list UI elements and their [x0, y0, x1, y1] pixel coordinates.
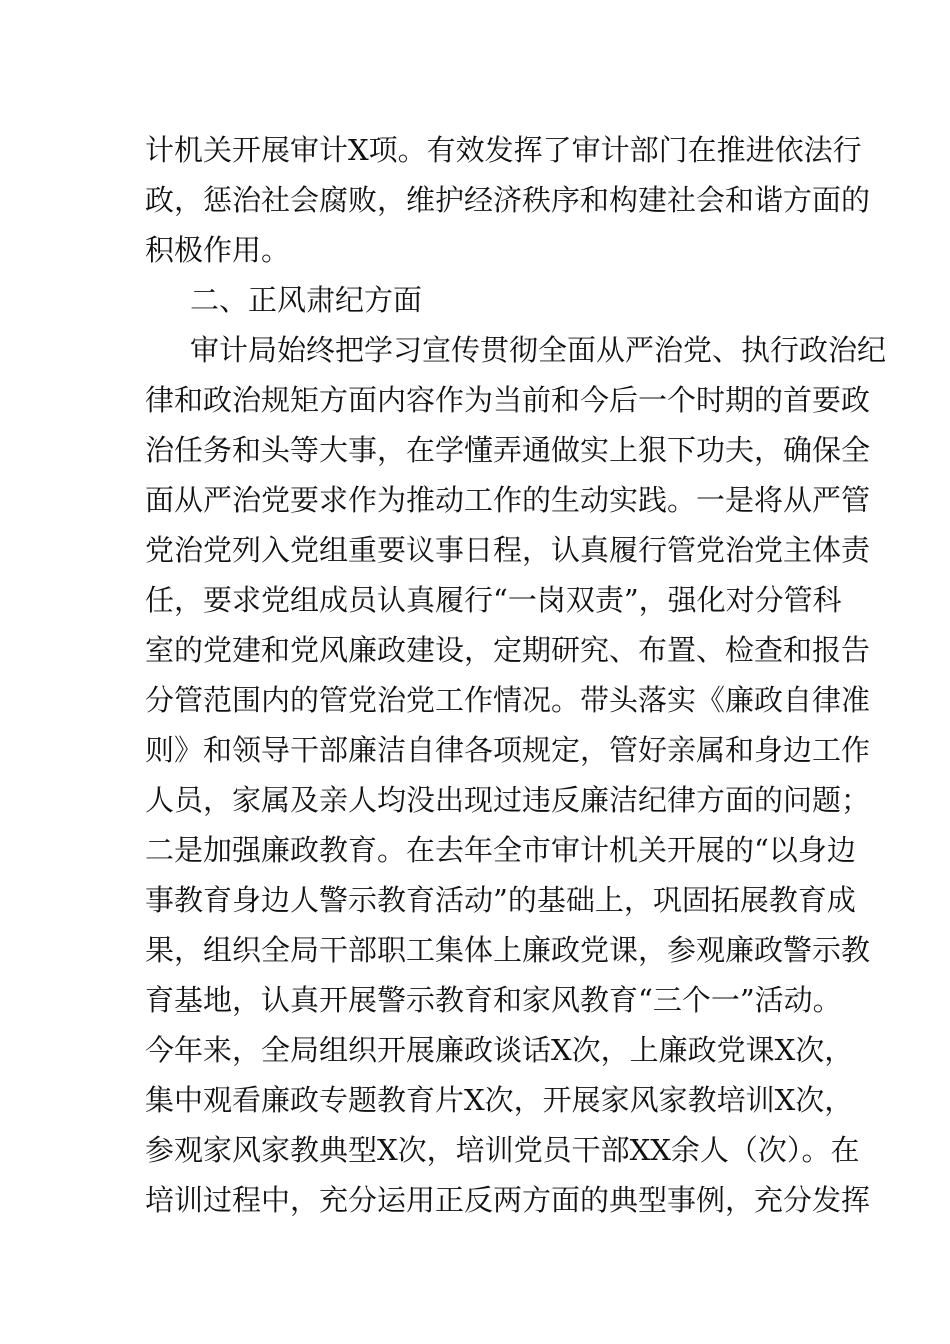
text-line: 集中观看廉政专题教育片X次，开展家风家教培训X次， — [145, 1083, 854, 1117]
text-line: 人员，家属及亲人均没出现过违反廉洁纪律方面的问题； — [145, 783, 871, 817]
text-line: 培训过程中，充分运用正反两方面的典型事例，充分发挥 — [145, 1183, 871, 1217]
text-line: 事教育身边人警示教育活动”的基础上，巩固拓展教育成 — [145, 883, 856, 917]
section-heading: 二、正风肃纪方面 — [190, 283, 423, 317]
text-line: 积极作用。 — [145, 233, 291, 267]
text-line: 育基地，认真开展警示教育和家风教育“三个一”活动。 — [145, 983, 842, 1017]
text-line: 律和政治规矩方面内容作为当前和今后一个时期的首要政 — [145, 383, 871, 417]
text-line: 面从严治党要求作为推动工作的生动实践。一是将从严管 — [145, 483, 871, 517]
text-line: 二是加强廉政教育。在去年全市审计机关开展的“以身边 — [145, 833, 856, 867]
text-line: 则》和领导干部廉洁自律各项规定，管好亲属和身边工作 — [145, 733, 871, 767]
text-line: 分管范围内的管党治党工作情况。带头落实《廉政自律准 — [145, 683, 871, 717]
text-line: 治任务和头等大事，在学懂弄通做实上狠下功夫，确保全 — [145, 433, 871, 467]
text-line: 参观家风家教典型X次，培训党员干部XX余人（次）。在 — [145, 1133, 860, 1167]
text-line: 果，组织全局干部职工集体上廉政党课，参观廉政警示教 — [145, 933, 871, 967]
text-line: 计机关开展审计X项。有效发挥了审计部门在推进依法行 — [145, 133, 862, 167]
text-line: 室的党建和党风廉政建设，定期研究、布置、检查和报告 — [145, 633, 871, 667]
text-line: 党治党列入党组重要议事日程，认真履行管党治党主体责 — [145, 533, 871, 567]
text-line: 今年来，全局组织开展廉政谈话X次，上廉政党课X次， — [145, 1033, 854, 1067]
text-line: 任，要求党组成员认真履行“一岗双责”，强化对分管科 — [145, 583, 842, 617]
paragraph-first-line: 审计局始终把学习宣传贯彻全面从严治党、执行政治纪 — [190, 333, 887, 367]
text-line: 政，惩治社会腐败，维护经济秩序和构建社会和谐方面的 — [145, 183, 871, 217]
